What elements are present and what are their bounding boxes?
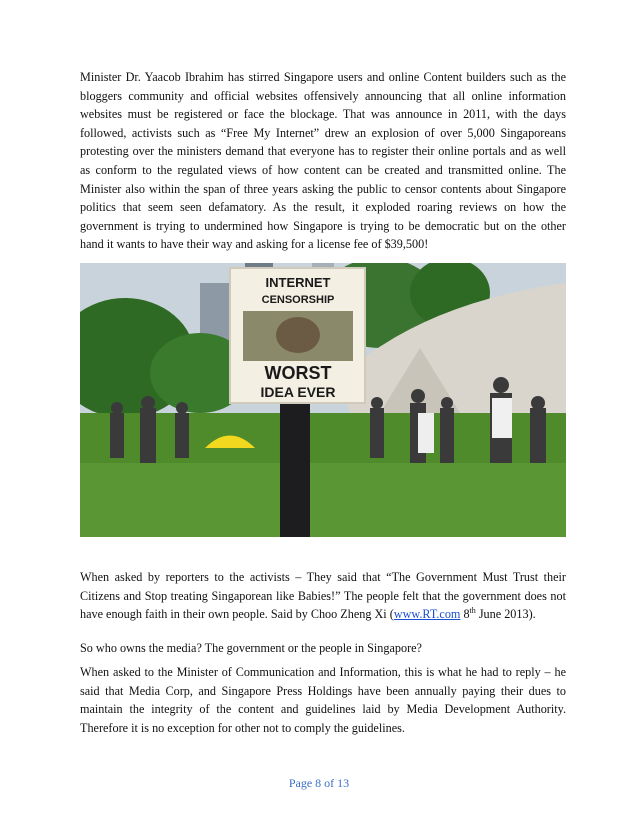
quote-text: When asked by reporters to the activists – They said that “The Government Must Trust their Citizens and Stop treating Singaporean like Babies!” The people felt that the government does not have enough faith in their own people. Said by Choo Zheng Xi ( xyxy=(80,570,566,622)
paragraph-minister-reply: When asked to the Minister of Communication and Information, this is what he had to reply – he said that Media Corp, and Singapore Press Holdings have been annually paying their dues to maintain the integrity of the content and guidelines laid by Media Development Authority. Therefore it is no exception for other not to comply the guidelines. xyxy=(80,665,566,735)
page-number: Page 8 of 13 xyxy=(288,776,350,790)
sign-line-3: WORST xyxy=(264,363,332,383)
source-link[interactable]: www.RT.com xyxy=(393,607,461,622)
sign-line-4: IDEA EVER xyxy=(260,384,336,400)
sign-line-1: INTERNET xyxy=(265,275,331,290)
date-suffix: th xyxy=(469,606,476,616)
sign-line-2: CENSORSHIP xyxy=(261,294,335,306)
paragraph-intro: Minister Dr. Yaacob Ibrahim has stirred Singapore users and online Content builders such as the bloggers community and official websites offensively announcing that all online information websites must be registered or face the blockage. That was announce in 2011, with the days followed, activists such as “Free My Internet” drew an explosion of over 5,000 Singaporeans protesting over the ministers demand that everyone has to register their online portals and as well as conform to the regulated views of how content can be created and transmitted online. The Minister also within the span of three years asking the public to censor contents about Singapore politics that seem seen defamatory. As the result, it exploded roaring reviews on how the government is trying to undermined how Singapore is trying to be democratic but on the other hand it wants to have their way and asking for a license fee of $39,500! xyxy=(80,70,566,252)
paragraph-activists-quote xyxy=(80,568,566,624)
date-rest: June 2013). xyxy=(475,607,536,622)
paragraph-question: So who owns the media? The government or the people in Singapore? xyxy=(80,641,422,655)
date-day: 8 xyxy=(460,607,470,622)
protest-photo xyxy=(80,263,566,537)
